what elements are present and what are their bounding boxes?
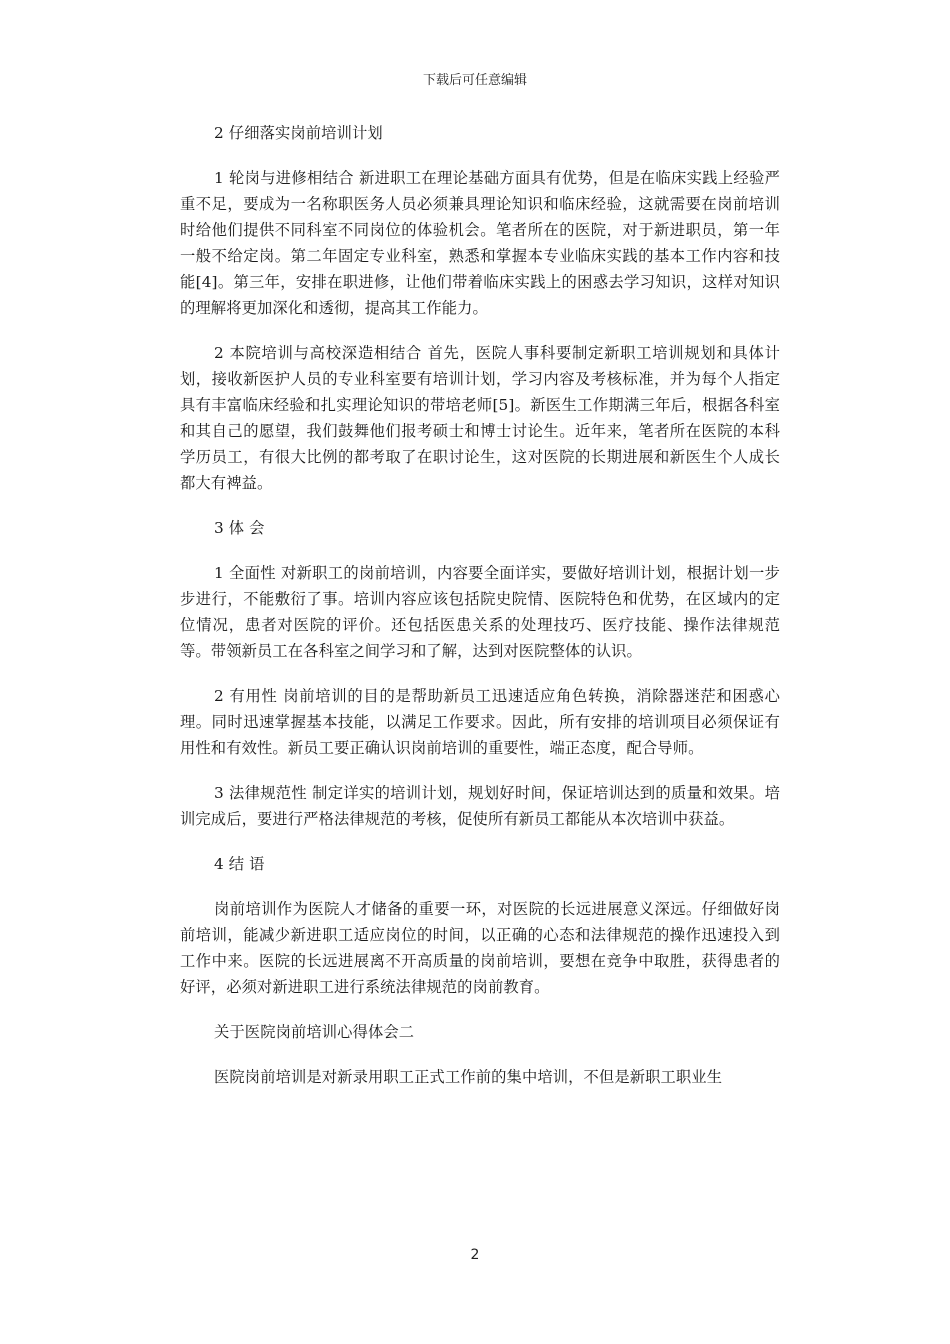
section-heading: 3 体 会 xyxy=(214,519,265,537)
paragraph: 医院岗前培训是对新录用职工正式工作前的集中培训，不但是新职工职业生 xyxy=(214,1068,723,1086)
paragraph: 1 轮岗与进修相结合 新进职工在理论基础方面具有优势，但是在临床实践上经验严重不足，要成为一名称职医务人员必须兼具理论知识和临床经验，这就需要在岗前培训时给他们提供不同科室不同岗位的体验机会。笔者所在的医院，对于新进职员，第一年一般不给定岗。第二年固定专业科室，熟悉和掌握本专业临床实践的基本工作内容和技能[4]。第三年，安排在职进修，让他们带着临床实践上的困惑去学习知识，这样对知识的理解将更加深化和透彻，提高其工作能力。 xyxy=(180,169,780,317)
paragraph: 2 有用性 岗前培训的目的是帮助新员工迅速适应角色转换，消除器迷茫和困惑心理。同时迅速掌握基本技能，以满足工作要求。因此，所有安排的培训项目必须保证有用性和有效性。新员工要正确认识岗前培训的重要性，端正态度，配合导师。 xyxy=(180,687,780,757)
page-header: 下载后可任意编辑 xyxy=(422,73,527,88)
section-heading: 关于医院岗前培训心得体会二 xyxy=(214,1023,415,1041)
section-heading: 4 结 语 xyxy=(214,855,265,873)
paragraph: 3 法律规范性 制定详实的培训计划，规划好时间，保证培训达到的质量和效果。培训完成后，要进行严格法律规范的考核，促使所有新员工都能从本次培训中获益。 xyxy=(180,784,780,828)
paragraph: 岗前培训作为医院人才储备的重要一环，对医院的长远进展意义深远。仔细做好岗前培训，能减少新进职工适应岗位的时间，以正确的心态和法律规范的操作迅速投入到工作中来。医院的长远进展离不开高质量的岗前培训，要想在竞争中取胜，获得患者的好评，必须对新进职工进行系统法律规范的岗前教育。 xyxy=(180,900,780,996)
page-number: 2 xyxy=(470,1247,480,1263)
paragraph: 2 本院培训与高校深造相结合 首先，医院人事科要制定新职工培训规划和具体计划，接收新医护人员的专业科室要有培训计划，学习内容及考核标准，并为每个人指定具有丰富临床经验和扎实理论知识的带培老师[5]。新医生工作期满三年后，根据各科室和其自己的愿望，我们鼓舞他们报考硕士和博士讨论生。近年来，笔者所在医院的本科学历员工，有很大比例的都考取了在职讨论生，这对医院的长期进展和新医生个人成长都大有裨益。 xyxy=(180,344,780,492)
paragraph: 1 全面性 对新职工的岗前培训，内容要全面详实，要做好培训计划，根据计划一步步进行，不能敷衍了事。培训内容应该包括院史院情、医院特色和优势，在区域内的定位情况，患者对医院的评价。还包括医患关系的处理技巧、医疗技能、操作法律规范等。带领新员工在各科室之间学习和了解，达到对医院整体的认识。 xyxy=(180,564,780,660)
section-heading: 2 仔细落实岗前培训计划 xyxy=(214,124,383,142)
document-body xyxy=(180,120,780,1109)
